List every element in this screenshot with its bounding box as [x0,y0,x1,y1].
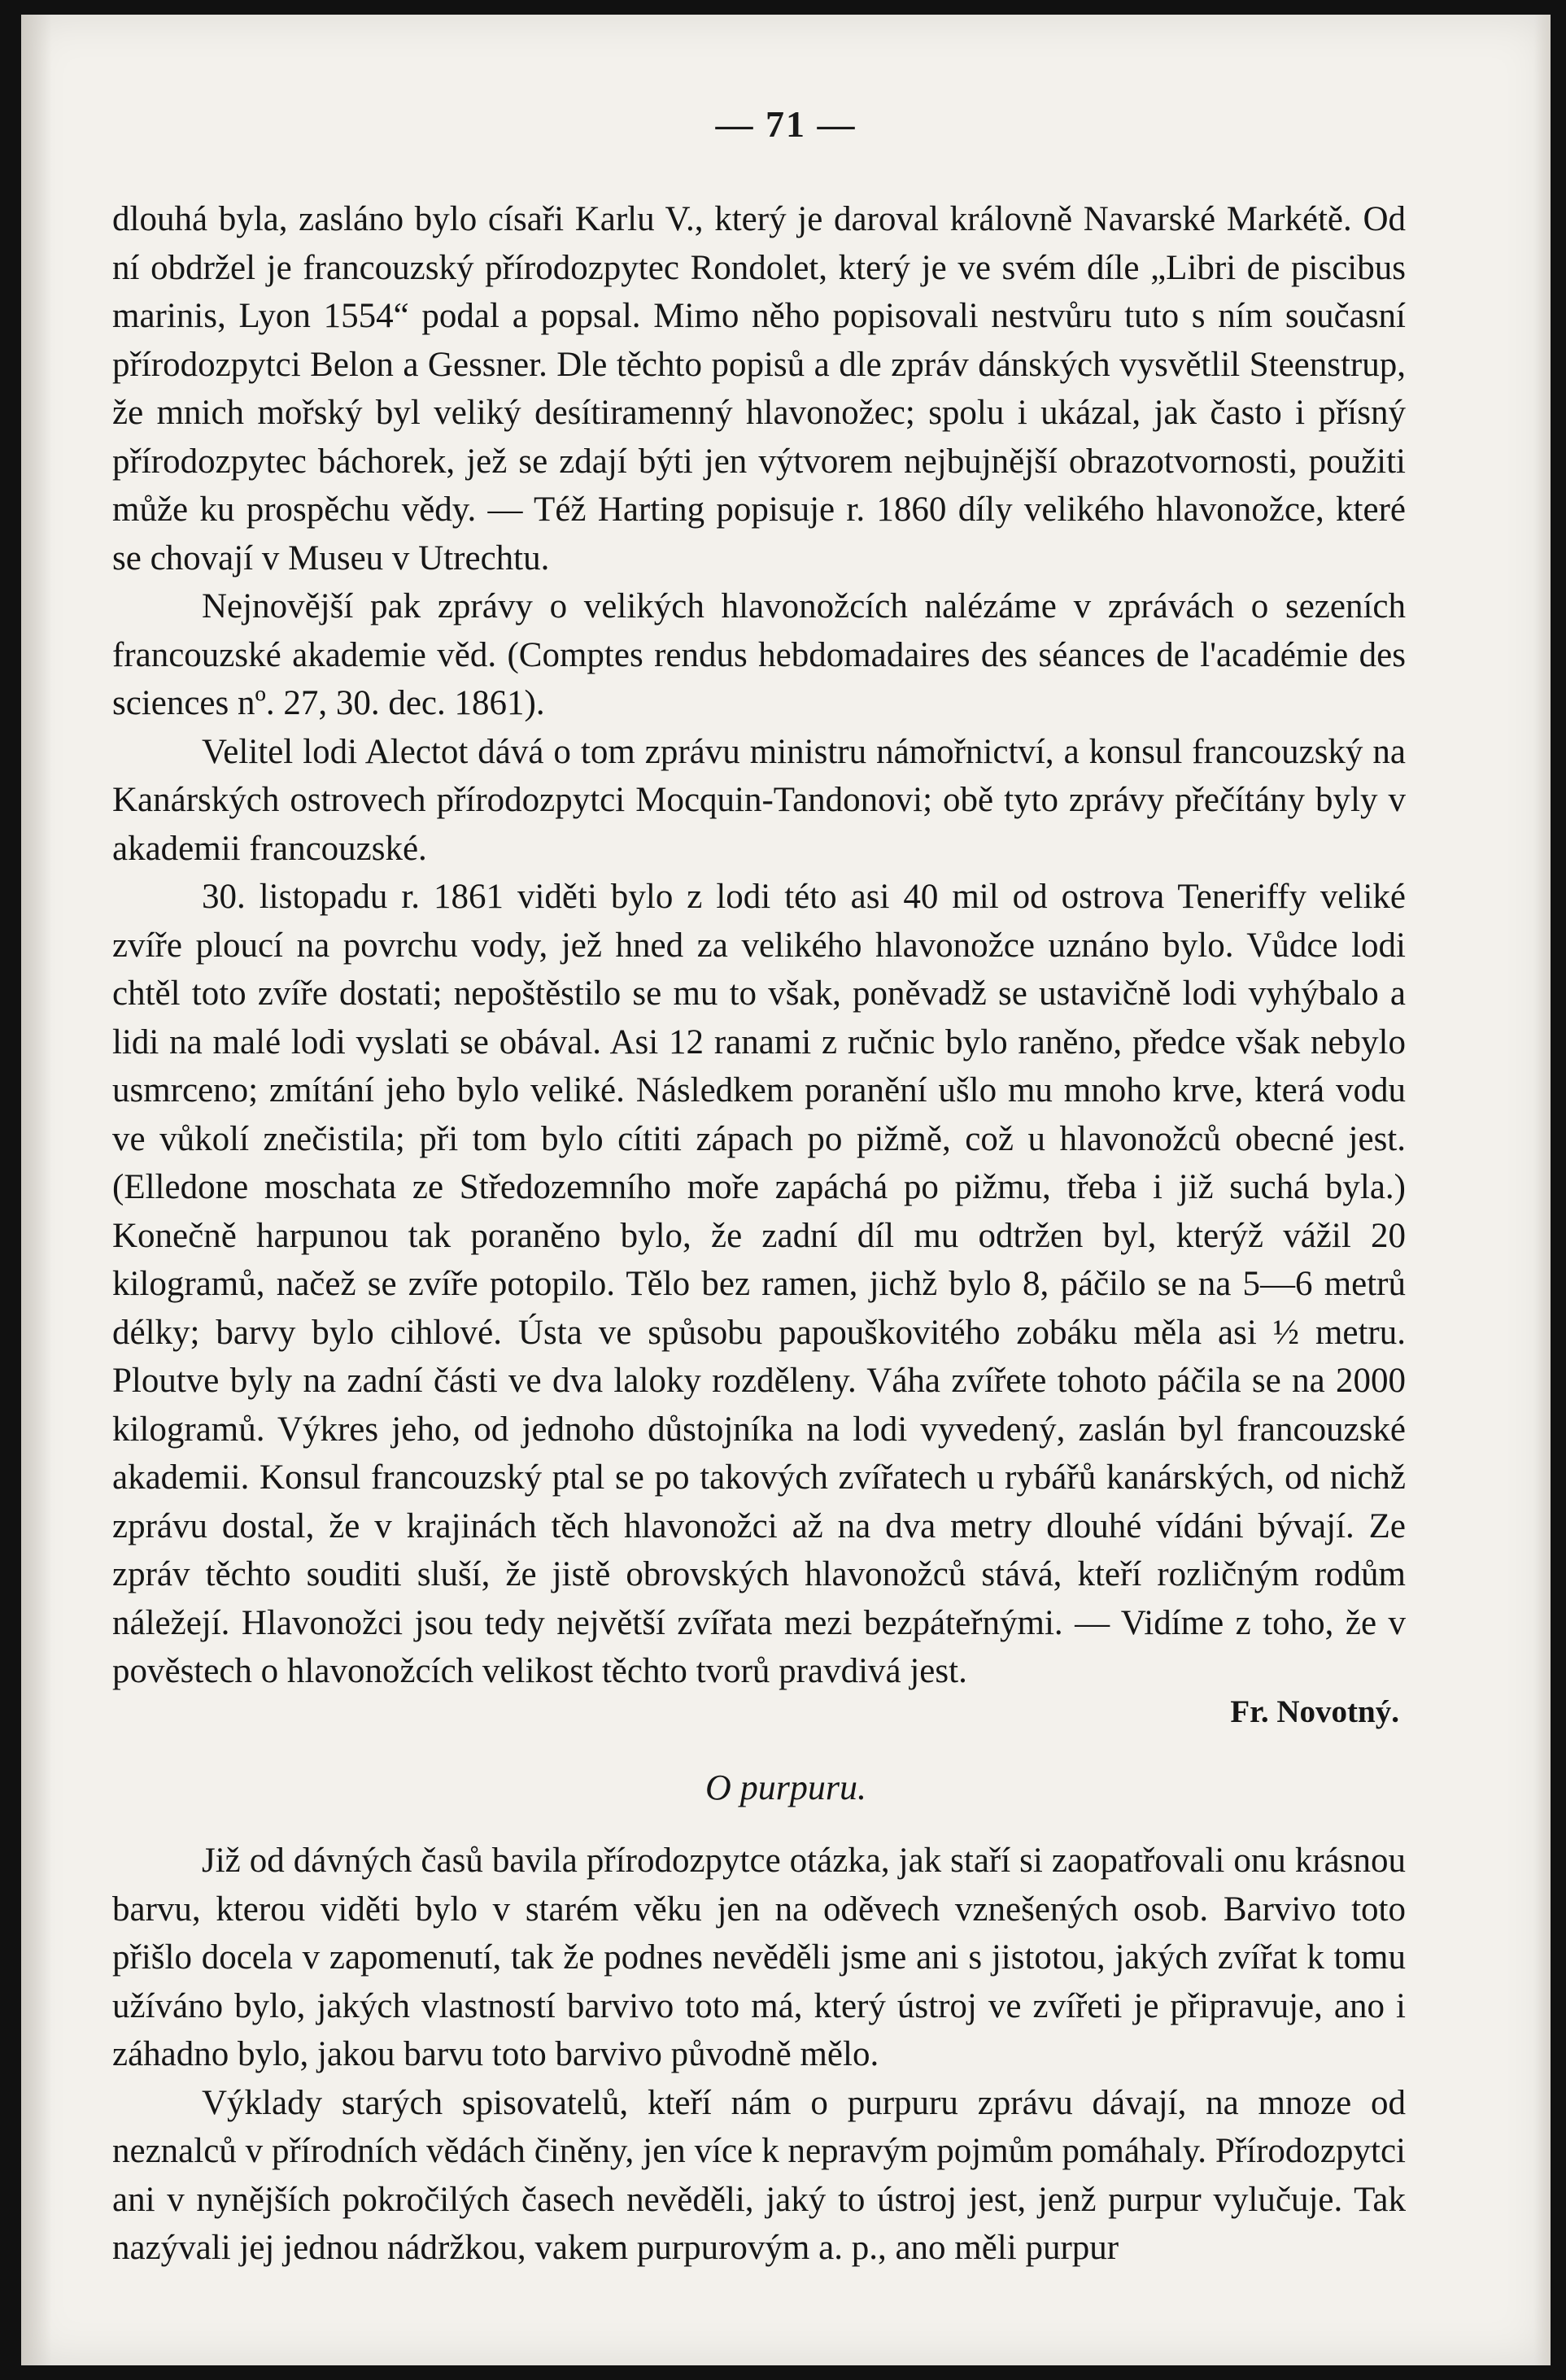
page-edge-shadow [1534,15,1551,2365]
paragraph: dlouhá byla, zasláno bylo císaři Karlu V., který je daroval královně Navarské Markétě. Od ní obdržel je francouzský přírodozpytec Rondolet, který je ve svém díle „Libri de piscibus marinis, Lyon 1554“ podal a popsal. Mimo něho popisovali nestvůru tuto s ním současní přírodozpytci Belon a Gessner. Dle těchto popisů a dle zpráv dánských vysvětlil Steenstrup, že mnich mořský byl veliký desítiramenný hlavonožec; spolu i ukázal, jak často i přísný přírodozpytec báchorek, jež se zdají býti jen výtvorem nejbujnější obrazotvornosti, použiti může ku prospěchu vědy. — Též Harting popisuje r. 1860 díly velikého hlavonožce, které se chovají v Museu v Utrechtu. [112,200,1406,578]
paragraph: Již od dávných časů bavila přírodozpytce otázka, jak staří si zaopatřovali onu krásnou barvu, kterou viděti bylo v starém věku jen na oděvech vznešených osob. Barvivo toto přišlo docela v zapomenutí, tak že podnes nevěděli jsme ani s jistotou, jakých zvířat k tomu užíváno bylo, jakých vlastností barvivo toto má, který ústroj ve zvířeti je připravuje, ano i záhadno bylo, jakou barvu toto barvivo původně mělo. [112,1842,1406,2073]
author-signature: Fr. Novotný. [1230,1694,1399,1729]
book-page [21,15,1551,2365]
paragraph: Nejnovější pak zprávy o velikých hlavonožcích nalézáme v zprávách o sezeních francouzské akademie věd. (Comptes rendus hebdomadaires des séances de l'académie des sciences nº. 27, 30. dec. 1861). [112,587,1406,722]
paragraph: Výklady starých spisovatelů, kteří nám o purpuru zprávu dávají, na mnoze od neznalců v přírodních vědách činěny, jen více k nepravým pojmům pomáhaly. Přírodozpytci ani v nynějších pokročilých časech nevěděli, jaký to ústroj jest, jenž purpur vylučuje. Tak nazývali jej jednou nádržkou, vakem purpurovým a. p., ano měli purpur [112,2083,1406,2267]
page-number: — 71 — [715,103,857,145]
page-gutter-shadow [21,15,52,2365]
section-body [112,1837,1406,2273]
article-body [112,195,1406,1696]
paragraph: Velitel lodi Alectot dává o tom zprávu ministru námořnictví, a konsul francouzský na Kanárských ostrovech přírodozpytci Mocquin-Tandonovi; obě tyto zprávy přečítány byly v akademii francouzské. [112,732,1406,868]
paragraph: 30. listopadu r. 1861 viděti bylo z lodi této asi 40 mil od ostrova Teneriffy veliké zvíře ploucí na povrchu vody, jež hned za velikého hlavonožce uznáno bylo. Vůdce lodi chtěl toto zvíře dostati; nepoštěstilo se mu to však, poněvadž se ustavičně lodi vyhýbalo a lidi na malé lodi vyslati se obával. Asi 12 ranami z ručnic bylo raněno, předce však nebylo usmrceno; zmítání jeho bylo veliké. Následkem poranění ušlo mu mnoho krve, která vodu ve vůkolí znečistila; při tom bylo cítiti zápach po pižmě, což u hlavonožců obecné jest. (Elledone moschata ze Středozemního moře zapáchá po pižmu, třeba i již suchá byla.) Konečně harpunou tak poraněno bylo, že zadní díl mu odtržen byl, kterýž vážil 20 kilogramů, načež se zvíře potopilo. Tělo bez ramen, jichž bylo 8, páčilo se na 5—6 metrů délky; barvy bylo cihlové. Ústa ve spůsobu papouškovitého zobáku měla asi ½ metru. Ploutve byly na zadní části ve dva laloky rozděleny. Váha zvířete tohoto páčila se na 2000 kilogramů. Výkres jeho, od jednoho důstojníka na lodi vyvedený, zaslán byl francouzské akademii. Konsul francouzský ptal se po takových zvířatech u rybářů kanárských, od nichž zprávu dostal, že v krajinách těch hlavonožci až na dva metry dlouhé vídáni bývají. Ze zpráv těchto souditi sluší, že jistě obrovských hlavonožců stává, kteří rozličným rodům náležejí. Hlavonožci jsou tedy největší zvířata mezi bezpáteřnými. — Vidíme z toho, že v pověstech o hlavonožcích velikost těchto tvorů pravdivá jest. [112,878,1406,1690]
section-heading: O purpuru. [704,1768,867,1807]
